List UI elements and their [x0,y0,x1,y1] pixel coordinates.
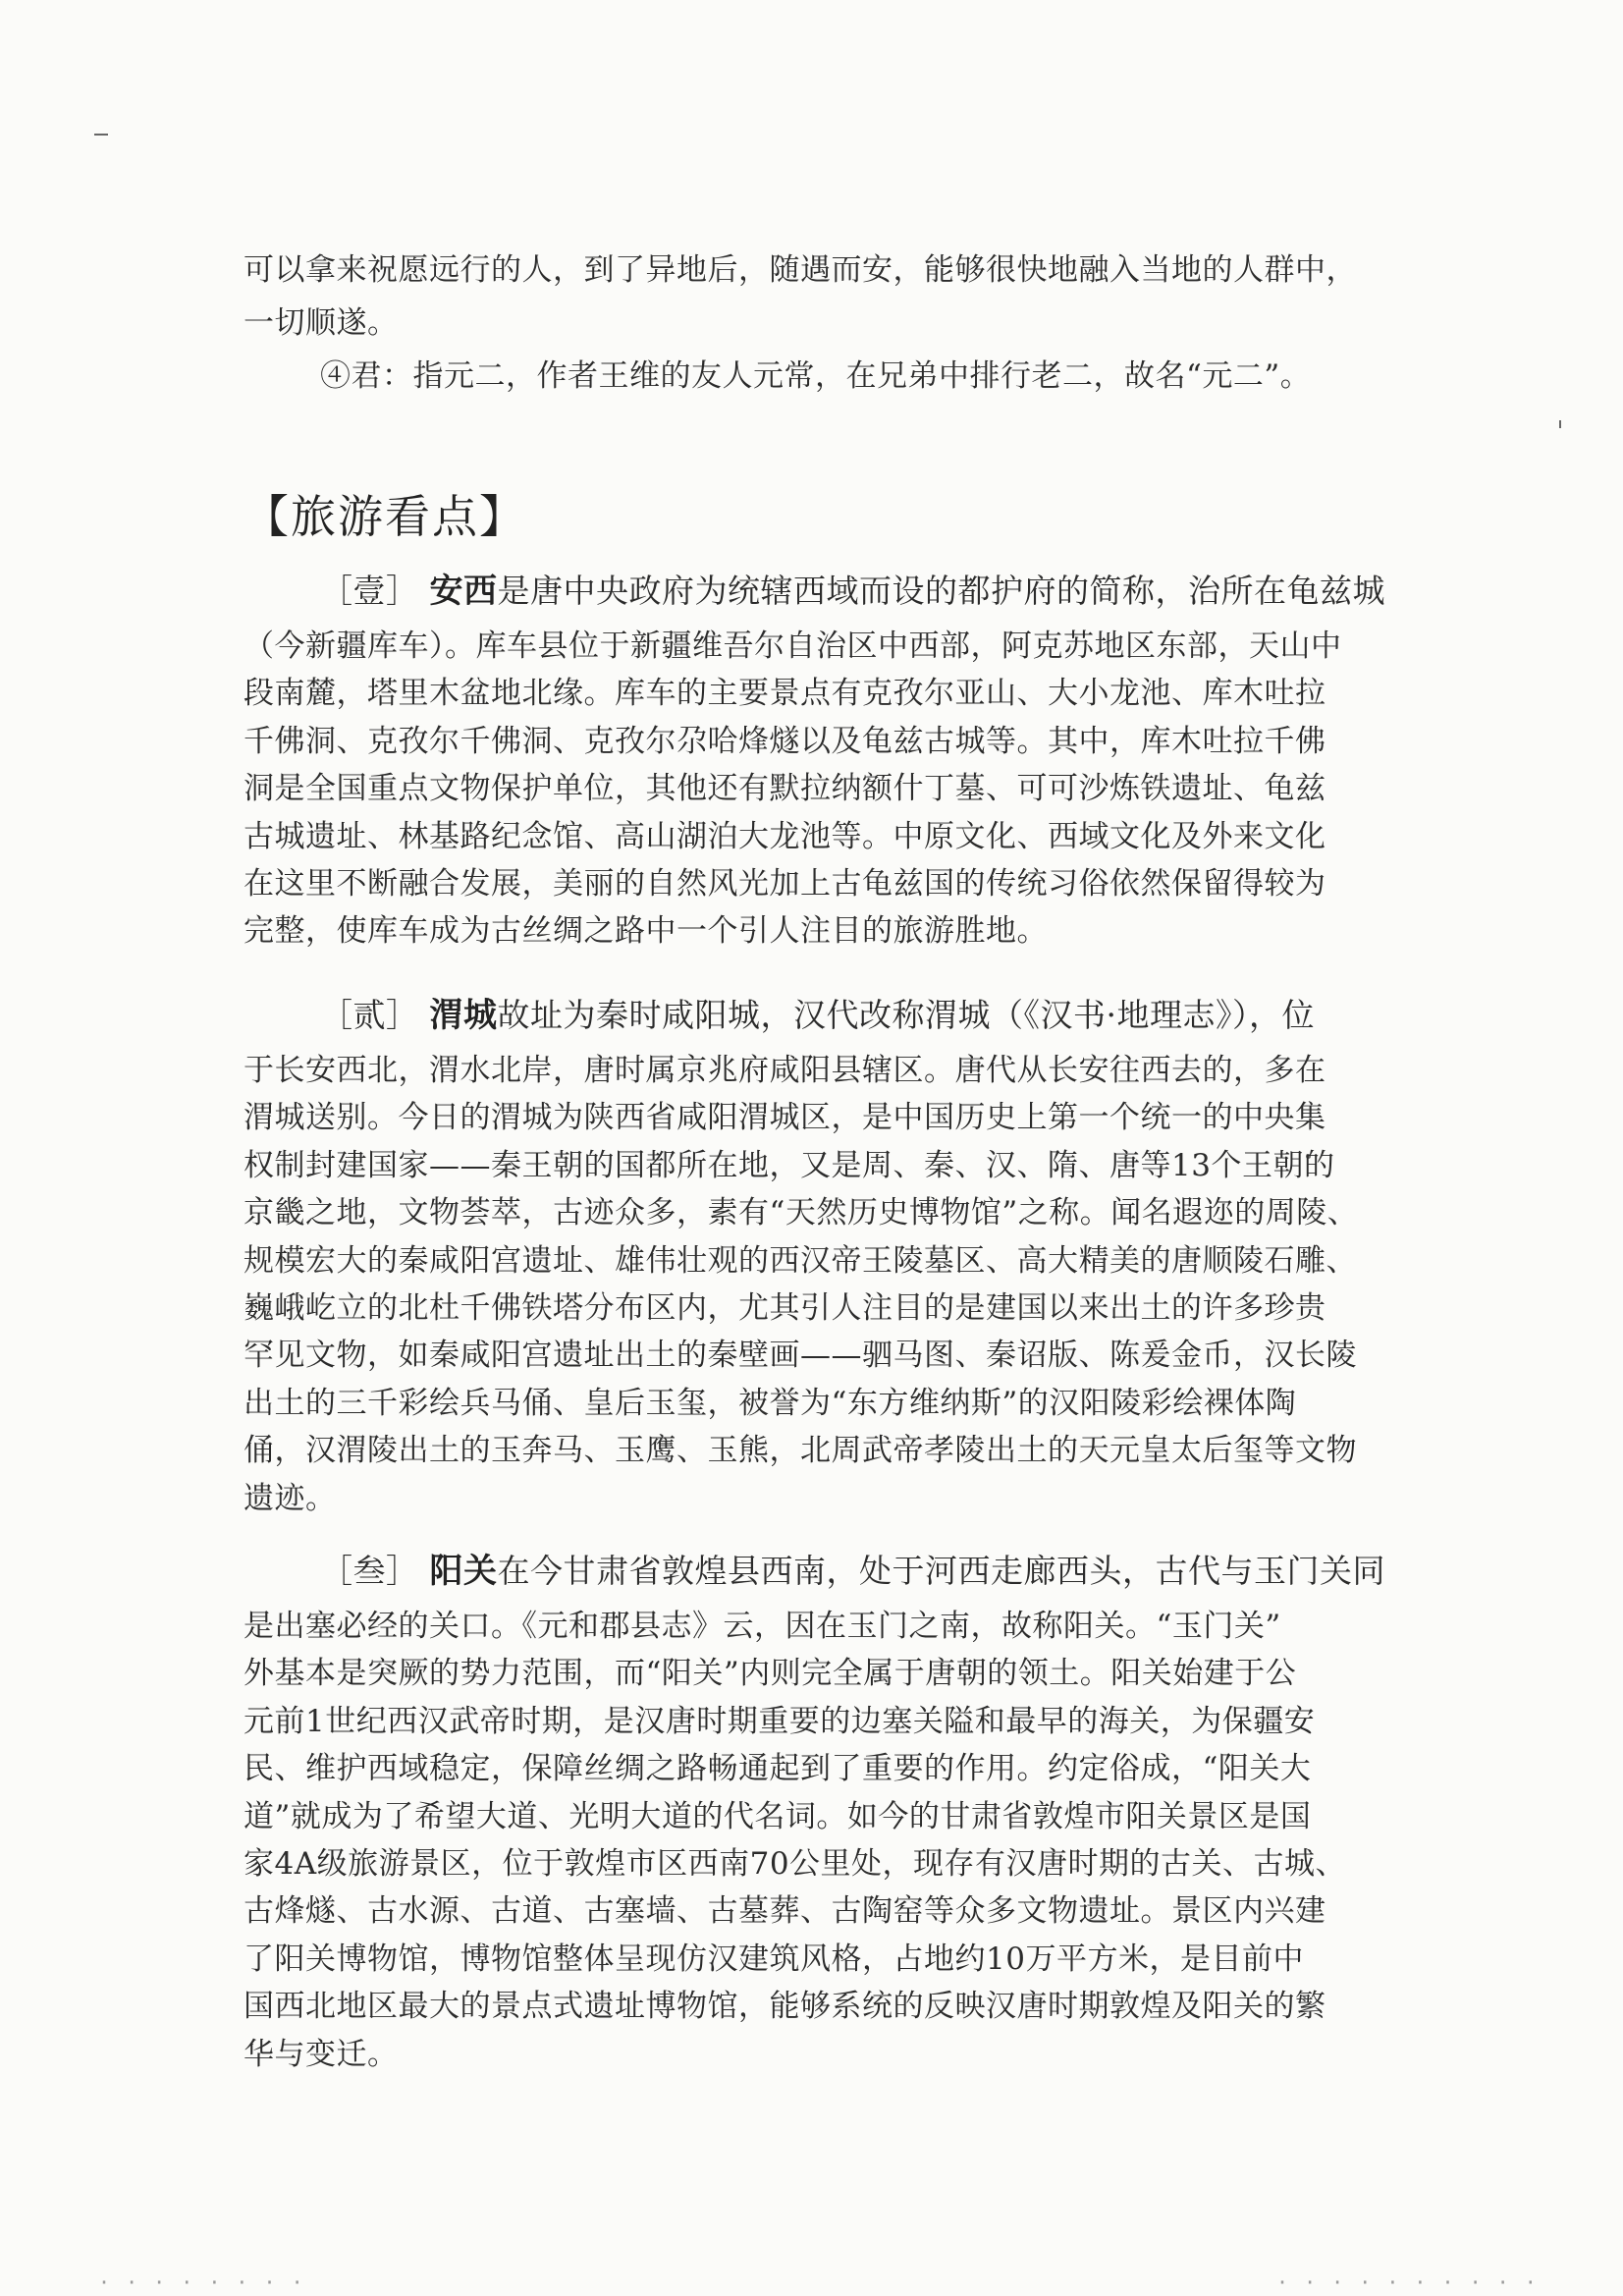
section-keyword: 安西 [429,572,498,611]
paragraph-line: 元前1世纪西汉武帝时期，是汉唐时期重要的边塞关隘和最早的海关，为保疆安 [243,1703,1316,1739]
section-lead-text: 在今甘肃省敦煌县西南，处于河西走廊西头，古代与玉门关同 [497,1552,1385,1590]
paragraph-line: 渭城送别。今日的渭城为陕西省咸阳渭城区，是中国历史上第一个统一的中央集 [243,1100,1326,1136]
footnote-line: ④君：指元二，作者王维的友人元常，在兄弟中排行老二，故名“元二”。 [320,358,1312,394]
paragraph-line: 权制封建国家——秦王朝的国都所在地，又是周、秦、汉、隋、唐等13个王朝的 [243,1147,1335,1183]
paragraph-line: 遗迹。 [243,1480,337,1516]
section-marker: ［壹］ [320,572,419,610]
paragraph-line: 华与变迁。 [243,2036,399,2072]
section-keyword: 渭城 [429,996,498,1035]
paragraph-line: 规模宏大的秦咸阳宫遗址、雄伟壮观的西汉帝王陵墓区、高大精美的唐顺陵石雕、 [243,1242,1357,1279]
footnote-block [243,244,1387,403]
section-yangguan [243,1540,1387,2078]
paragraph-line: 俑，汉渭陵出土的玉奔马、玉鹰、玉熊，北周武帝孝陵出土的天元皇太后玺等文物 [243,1433,1357,1469]
paragraph-line: 国西北地区最大的景点式遗址博物馆，能够系统的反映汉唐时期敦煌及阳关的繁 [243,1989,1326,2025]
paragraph-line: 在这里不断融合发展，美丽的自然风光加上古龟兹国的传统习俗依然保留得较为 [243,865,1326,902]
footnote-line: 一切顺遂。 [243,305,399,341]
section-lead-line [243,560,1387,623]
paragraph-line: 是出塞必经的关口。《元和郡县志》云，因在玉门之南，故称阳关。“玉门关” [243,1609,1281,1644]
section-lead-line [243,1540,1387,1603]
section-lead-text: 是唐中央政府为统辖西域而设的都护府的简称，治所在龟兹城 [497,572,1385,610]
paragraph-line: （今新疆库车）。库车县位于新疆维吾尔自治区中西部，阿克苏地区东部，天山中 [243,629,1342,664]
section-lead-text: 故址为秦时咸阳城，汉代改称渭城（《汉书·地理志》），位 [497,996,1315,1034]
section-marker: ［贰］ [320,996,419,1034]
paragraph-line: 千佛洞、克孜尔千佛洞、克孜尔尕哈烽燧以及龟兹古城等。其中，库木吐拉千佛 [243,723,1326,759]
paragraph-line: 古城遗址、林基路纪念馆、高山湖泊大龙池等。中原文化、西域文化及外来文化 [243,818,1326,854]
paragraph-line: 罕见文物，如秦咸阳宫遗址出土的秦壁画——驷马图、秦诏版、陈爰金币，汉长陵 [243,1338,1357,1374]
paragraph-line: 外基本是突厥的势力范围，而“阳关”内则完全属于唐朝的领土。阳关始建于公 [243,1656,1297,1692]
paragraph-line: 洞是全国重点文物保护单位，其他还有默拉纳额什丁墓、可可沙炼铁遗址、龟兹 [243,771,1326,807]
footnote-line: 可以拿来祝愿远行的人，到了异地后，随遇而安，能够很快地融入当地的人群中， [243,252,1357,288]
section-anxi [243,560,1387,956]
scan-speck [1559,420,1561,428]
paragraph-line: 家4A级旅游景区，位于敦煌市区西南70公里处，现存有汉唐时期的古关、古城、 [243,1845,1347,1882]
paragraph-line: 了阳关博物馆，博物馆整体呈现仿汉建筑风格，占地约10万平方米，是目前中 [243,1941,1304,1977]
section-keyword: 阳关 [429,1552,498,1591]
scan-speck [94,134,108,136]
paragraph-line: 出土的三千彩绘兵马俑、皇后玉玺，被誉为“东方维纳斯”的汉阳陵彩绘裸体陶 [243,1385,1297,1421]
paragraph-line: 京畿之地，文物荟萃，古迹众多，素有“天然历史博物馆”之称。闻名遐迩的周陵、 [243,1195,1359,1231]
section-marker: ［叁］ [320,1552,419,1590]
paragraph-line: 于长安西北，渭水北岸，唐时属京兆府咸阳县辖区。唐代从长安往西去的，多在 [243,1053,1326,1088]
section-weicheng [243,984,1387,1522]
section-lead-line [243,984,1387,1047]
paragraph-line: 段南麓，塔里木盆地北缘。库车的主要景点有克孜尔亚山、大小龙池、库木吐拉 [243,676,1326,712]
scan-footer-mark: · · · · · · · · [98,2270,305,2294]
paragraph-line: 道”就成为了希望大道、光明大道的代名词。如今的甘肃省敦煌市阳关景区是国 [243,1798,1312,1834]
paragraph-line: 巍峨屹立的北杜千佛铁塔分布区内，尤其引人注目的是建国以来出土的许多珍贵 [243,1289,1326,1326]
section-heading: 【旅游看点】 [243,490,526,543]
paragraph-line: 完整，使库车成为古丝绸之路中一个引人注目的旅游胜地。 [243,913,1048,950]
scan-footer-mark: · · · · · · · · · · [1276,2270,1539,2294]
paragraph-line: 古烽燧、古水源、古道、古塞墙、古墓葬、古陶窑等众多文物遗址。景区内兴建 [243,1893,1326,1930]
paragraph-line: 民、维护西域稳定，保障丝绸之路畅通起到了重要的作用。约定俗成，“阳关大 [243,1751,1312,1787]
